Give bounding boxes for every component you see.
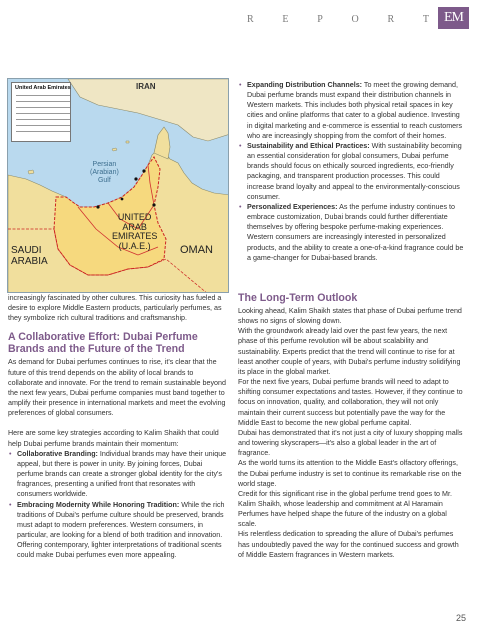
city-marker	[142, 169, 145, 172]
header-letter: P	[317, 14, 323, 25]
paragraph: For the next five years, Dubai perfume brands will need to adapt to shifting consumer expectations and tastes. However, if they continue to focus on innovation, quality, and collaboration, they will not only maintain their current success but potentially pave the way for the Middle East to become the new global perfume capital.	[238, 378, 463, 427]
paragraph: Looking ahead, Kalim Shaikh states that phase of Dubai perfume trend shows no signs of slowing down.	[238, 307, 462, 326]
map-label-oman: OMAN	[180, 244, 213, 256]
intro-paragraph: increasingly fascinated by other cultures. This curiosity has fueled a desire to explore Middle Eastern products, particularly perfumes, as they symbolize rich cultural traditions and craftsmanship.	[8, 294, 222, 323]
report-header	[247, 14, 429, 25]
legend-row	[16, 107, 70, 108]
paragraph: Here are some key strategies according to Kalim Shaikh that could help Dubai perfume brands maintain their momentum:	[8, 429, 219, 448]
city-marker	[121, 198, 124, 201]
paragraph: With the groundwork already laid over the past few years, the next phase of this perfume revolution will be about scalability and sustainability. Experts predict that the trend will continue to rise for at least another couple of years, with Dubai's perfume industry solidifying its place in the global market.	[238, 327, 461, 376]
paragraph: As the world turns its attention to the Middle East's olfactory offerings, the Dubai perfume industry is set to continue its remarkable rise on the world stage.	[238, 459, 462, 488]
island	[28, 170, 34, 174]
legend-title: United Arab Emirates	[15, 85, 71, 91]
bullet-sustainability: • Sustainability and Ethical Practices: With sustainability becoming an essential consideration for global consumers, Dubai perfume brands should focus on ethically sourced ingredients, eco-friendly packaging, and transparent production processes. This could increase brand loyalty and appeal to the environmentally-conscious consumer.	[238, 141, 466, 202]
map-label-gulf: Persian (Arabian) Gulf	[90, 161, 119, 184]
header-letter: R	[387, 14, 395, 25]
outlook-heading: The Long-Term Outlook	[238, 292, 358, 304]
map-label-uae: UNITED ARAB EMIRATES (U.A.E.)	[112, 212, 158, 251]
uae-map	[7, 78, 229, 293]
header-letter: T	[422, 14, 429, 25]
bullet-collaborative-branding: • Collaborative Branding: Individual brands may have their unique appeal, but there is power in unity. By joining forces, Dubai perfume brands can create a stronger global identity for the city's fragrances, presenting a unified front that resonates with consumers worldwide.	[8, 449, 230, 500]
paragraph: His relentless dedication to spreading the allure of Dubai's perfumes has undoubtedly paved the way for the continued success and growth of Middle Eastern fragrances in Western markets.	[238, 530, 459, 559]
em-logo: EM	[438, 7, 469, 29]
map-label-iran: IRAN	[136, 82, 156, 91]
paragraph: Dubai has demonstrated that it's not just a city of luxury shopping malls and towering skyscrapers—it's also a global leader in the art of fragrance.	[238, 428, 463, 458]
legend-row	[16, 131, 70, 132]
city-marker	[134, 177, 137, 180]
legend-row	[16, 95, 70, 96]
legend-row	[16, 125, 70, 126]
header-letter: O	[351, 14, 359, 25]
left-column	[8, 293, 230, 560]
right-column	[238, 290, 466, 560]
collaborative-heading: A Collaborative Effort: Dubai Perfume Brands and the Future of the Trend	[8, 331, 198, 356]
bullet-distribution: • Expanding Distribution Channels: To meet the growing demand, Dubai perfume brands must expand their distribution channels in Western markets. This includes both physical retail spaces in key cities and online platforms that cater to a global audience. Investing in digital marketing and e-commerce is essential to reach customers who are increasingly shopping from the comfort of their homes.	[238, 80, 466, 141]
legend-row	[16, 119, 70, 120]
bullet-modernity: • Embracing Modernity While Honoring Tradition: While the rich traditions of Dubai's perfume culture should be preserved, brands must adapt to modern preferences. Western consumers, in particular, are looking for a blend of both tradition and innovation. Offering contemporary, lighter interpretations of traditional scents could make Dubai perfumes even more appealing.	[8, 500, 230, 561]
paragraph: As demand for Dubai perfumes continues to rise, it's clear that the future of this trend depends on the ability of local brands to collaborate and innovate. For the trend to remain sustainable beyond the next few years, Dubai perfume companies must band together to amplify their presence in international markets and meet the evolving preferences of global consumers.	[8, 358, 226, 418]
header-letter: R	[247, 14, 254, 25]
map-legend	[11, 82, 71, 142]
right-column-top	[238, 80, 466, 263]
paragraph: Credit for this significant rise in the global perfume trend goes to Mr. Kalim Shaikh, whose leadership and commitment at Al Haramain Perfumes have helped shape the future of the industry on a global scale.	[238, 489, 452, 529]
legend-row	[16, 101, 70, 102]
map-label-saudi: SAUDI ARABIA	[11, 245, 48, 267]
bullet-personalized: • Personalized Experiences: As the perfume industry continues to embrace customization, Dubai brands could further differentiate themselves by offering bespoke perfume-making experiences. Western consumers are increasingly interested in personalized products, and the ability to create a one-of-a-kind fragrance could be a game-changer for Dubai-based brands.	[238, 202, 466, 263]
musandam	[154, 127, 170, 159]
city-marker	[96, 205, 99, 208]
header-letter: E	[282, 14, 289, 25]
city-marker	[152, 203, 155, 206]
island	[112, 148, 117, 151]
page-number: 25	[455, 613, 466, 623]
island	[126, 141, 129, 143]
legend-row	[16, 113, 70, 114]
